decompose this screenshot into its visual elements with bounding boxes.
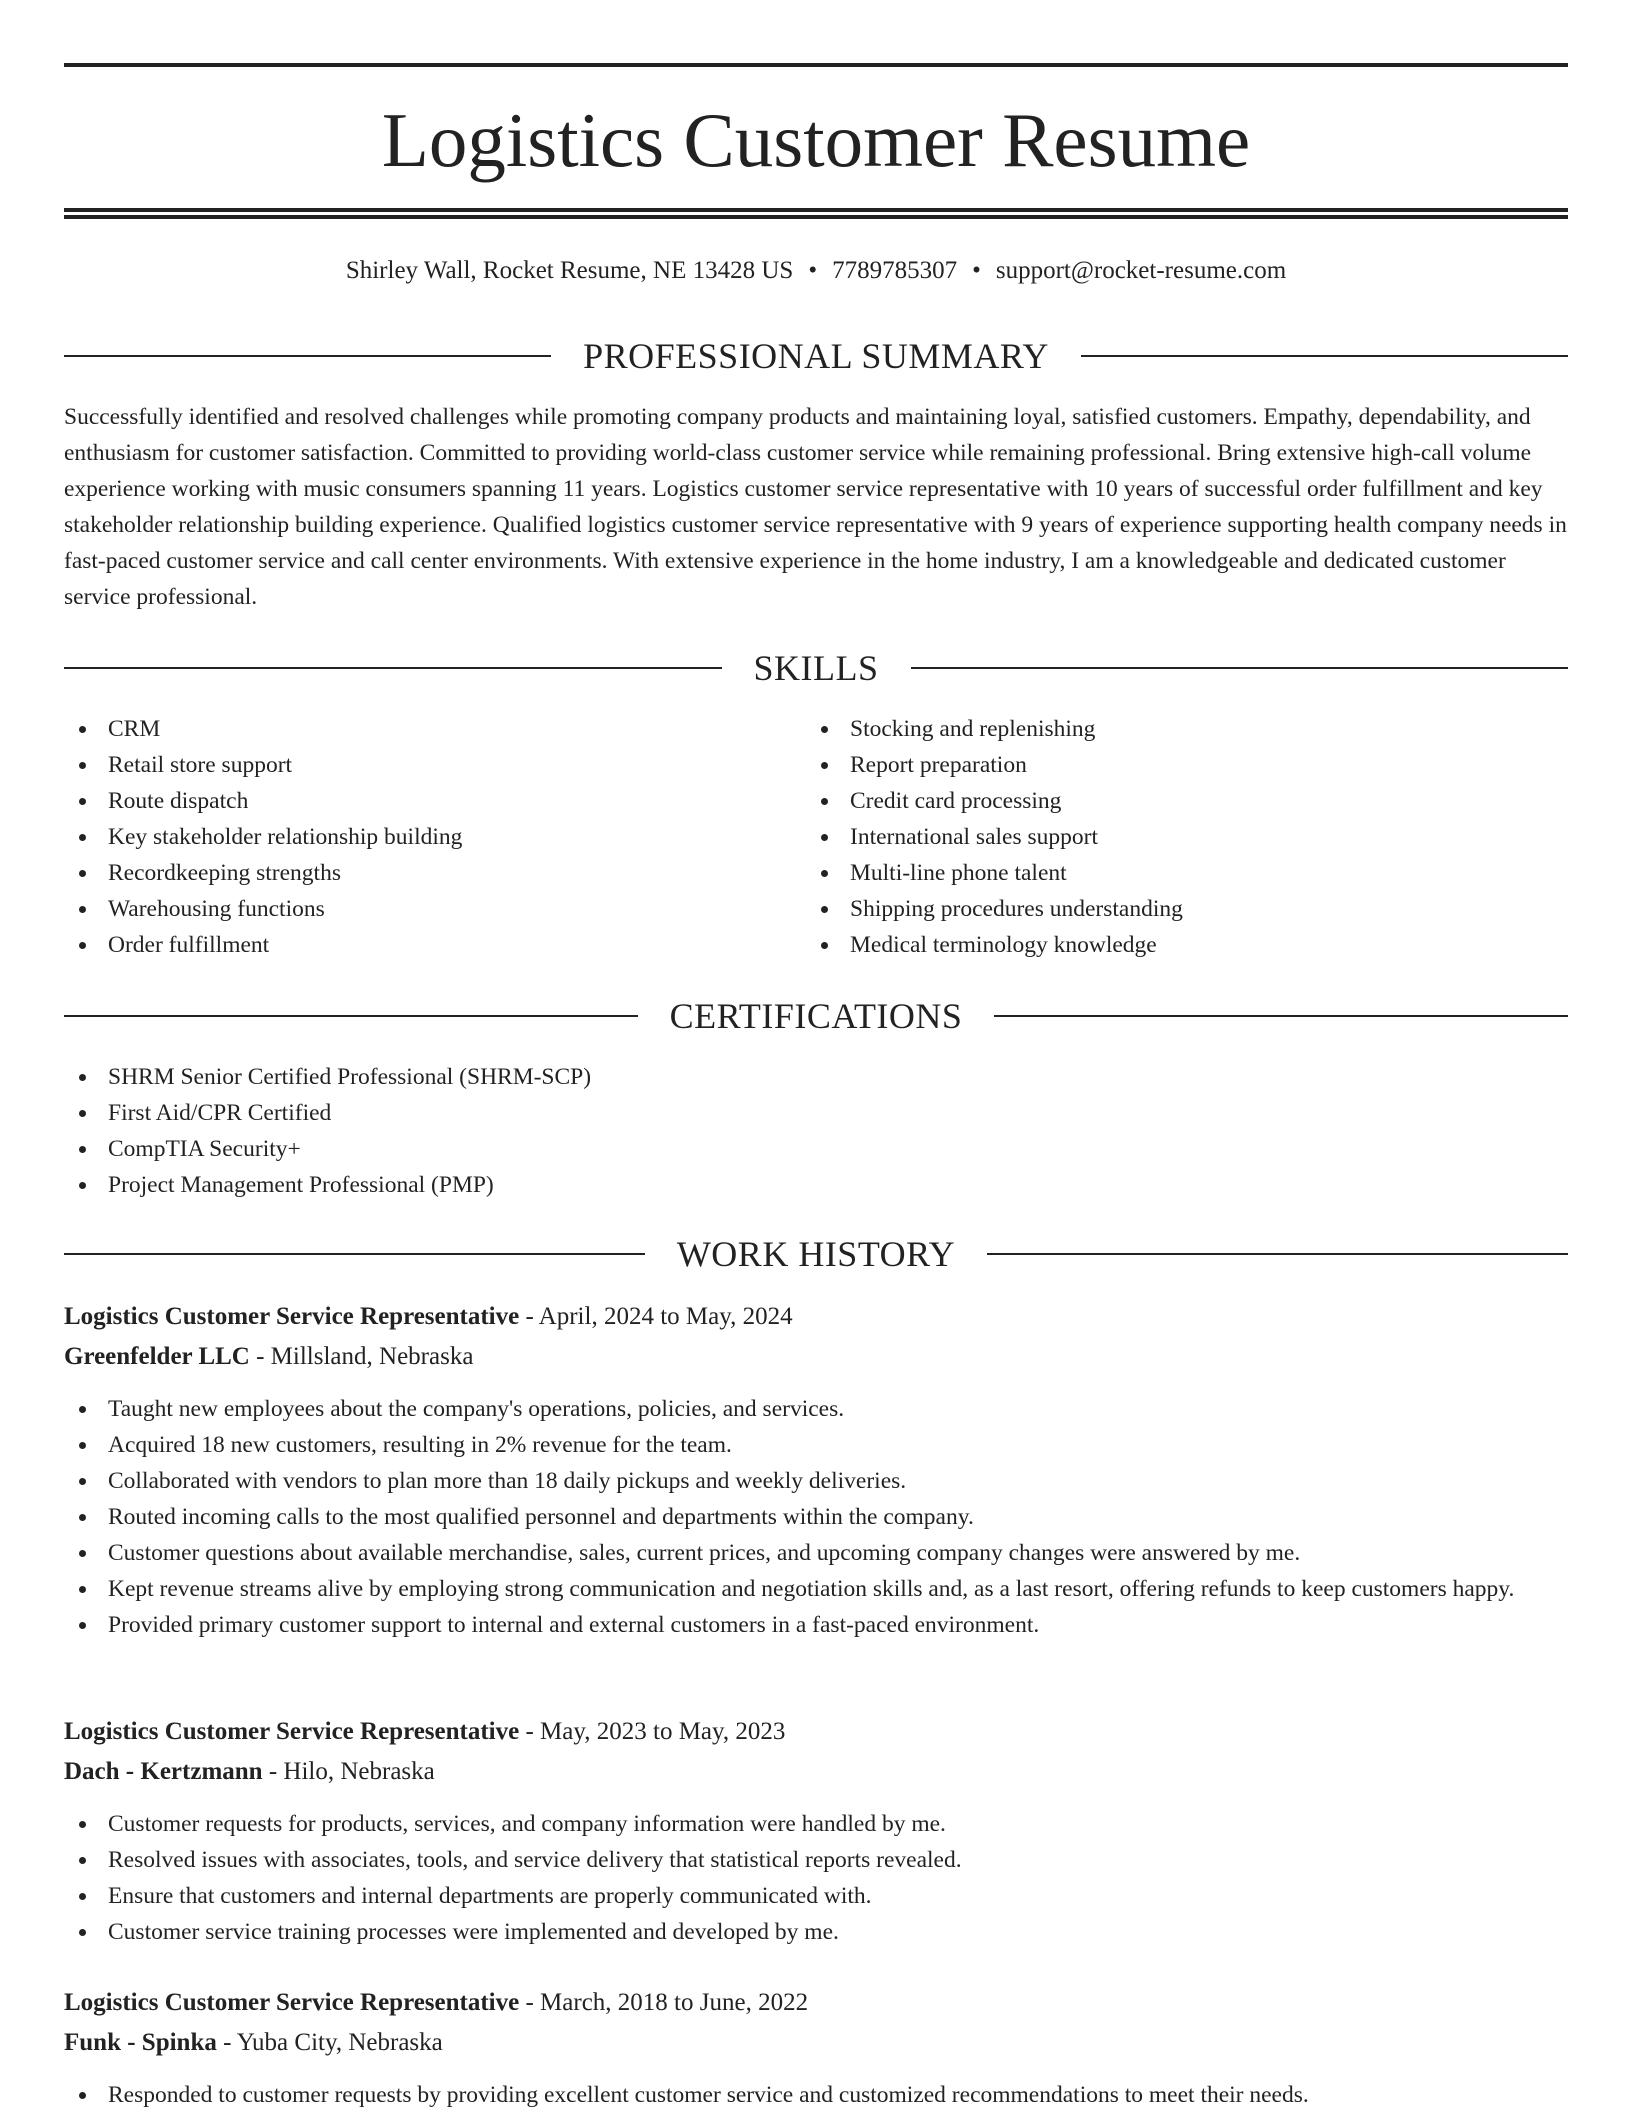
section-title: WORK HISTORY	[676, 1234, 956, 1274]
certifications-list	[64, 1059, 1568, 1203]
job-bullet-item: Kept revenue streams alive by employing strong communication and negotiation skills and, as a last resort, offering refunds to keep customers happy.	[64, 1571, 1568, 1607]
divider-line	[1081, 355, 1568, 357]
contact-email: support@rocket-resume.com	[995, 257, 1287, 284]
contact-separator: •	[808, 257, 818, 284]
skill-item: CRM	[64, 711, 804, 747]
header-double-rule	[64, 208, 1568, 219]
skill-item: International sales support	[806, 819, 1566, 855]
job-title-line	[64, 1713, 1568, 1751]
skills-list-right	[806, 711, 1566, 963]
job-title: Logistics Customer Service Representative	[64, 1718, 520, 1745]
divider-line	[994, 1015, 1568, 1017]
job-location: - Millsland, Nebraska	[249, 1343, 474, 1370]
section-heading-work-history	[64, 1229, 1568, 1279]
job-company-line	[64, 2024, 1568, 2062]
section-title: PROFESSIONAL SUMMARY	[583, 336, 1049, 376]
job-company: Funk - Spinka	[64, 2029, 217, 2056]
skill-item: Multi-line phone talent	[806, 855, 1566, 891]
job-bullet-item: Responded to customer requests by providing excellent customer service and customized recommendations to meet their needs.	[64, 2077, 1568, 2112]
section-heading-summary	[64, 331, 1568, 381]
certification-item: SHRM Senior Certified Professional (SHRM-SCP)	[64, 1059, 1568, 1095]
contact-line	[64, 253, 1568, 289]
section-title: SKILLS	[753, 648, 879, 688]
job-dates: - March, 2018 to June, 2022	[519, 1989, 809, 2016]
skill-item: Shipping procedures understanding	[806, 891, 1566, 927]
contact-address: Shirley Wall, Rocket Resume, NE 13428 US	[345, 257, 794, 284]
job-bullet-item: Ensure that customers and internal departments are properly communicated with.	[64, 1878, 1568, 1914]
job-title-line	[64, 1298, 1568, 1336]
job-bullet-item: Acquired 18 new customers, resulting in 2% revenue for the team.	[64, 1427, 1568, 1463]
certification-item: First Aid/CPR Certified	[64, 1095, 1568, 1131]
skills-list-left	[64, 711, 804, 963]
section-heading-certifications	[64, 991, 1568, 1041]
skill-item: Stocking and replenishing	[806, 711, 1566, 747]
job-bullet-item: Resolved issues with associates, tools, and service delivery that statistical reports revealed.	[64, 1842, 1568, 1878]
job-title: Logistics Customer Service Representative	[64, 1989, 520, 2016]
divider-line	[64, 1253, 645, 1255]
job-dates: - April, 2024 to May, 2024	[519, 1303, 793, 1330]
job-title: Logistics Customer Service Representative	[64, 1303, 520, 1330]
job-bullets	[64, 2077, 1568, 2112]
job-title-line	[64, 1984, 1568, 2022]
certification-item: Project Management Professional (PMP)	[64, 1167, 1568, 1203]
certification-item: CompTIA Security+	[64, 1131, 1568, 1167]
skill-item: Retail store support	[64, 747, 804, 783]
job-company: Greenfelder LLC	[64, 1343, 250, 1370]
job-bullet-item: Provided primary customer support to internal and external customers in a fast-paced environment.	[64, 1607, 1568, 1643]
job-bullet-item: Customer questions about available merchandise, sales, current prices, and upcoming company changes were answered by me.	[64, 1535, 1568, 1571]
skill-item: Credit card processing	[806, 783, 1566, 819]
job-company: Dach - Kertzmann	[64, 1758, 263, 1785]
job-location: - Hilo, Nebraska	[262, 1758, 435, 1785]
job-bullet-item: Collaborated with vendors to plan more than 18 daily pickups and weekly deliveries.	[64, 1463, 1568, 1499]
job-bullets	[64, 1391, 1568, 1643]
resume-title: Logistics Customer Resume	[381, 97, 1251, 183]
job-dates: - May, 2023 to May, 2023	[519, 1718, 786, 1745]
divider-line	[64, 667, 722, 669]
divider-line	[911, 667, 1569, 669]
skill-item: Key stakeholder relationship building	[64, 819, 804, 855]
contact-phone: 7789785307	[832, 257, 958, 284]
job-bullet-item: Routed incoming calls to the most qualified personnel and departments within the company.	[64, 1499, 1568, 1535]
skill-item: Order fulfillment	[64, 927, 804, 963]
skill-item: Warehousing functions	[64, 891, 804, 927]
divider-line	[64, 1015, 638, 1017]
divider-line	[987, 1253, 1568, 1255]
professional-summary-text: Successfully identified and resolved challenges while promoting company products and maintaining loyal, satisfied customers. Empathy, dependability, and enthusiasm for customer satisfaction. Committed to providing world-class customer service while remaining professional. Bring extensive high-call volume experience working with music consumers spanning 11 years. Logistics customer service representative with 10 years of successful order fulfillment and key stakeholder relationship building experience. Qualified logistics customer service representative with 9 years of experience supporting health company needs in fast-paced customer service and call center environments. With extensive experience in the home industry, I am a knowledgeable and dedicated customer service professional.	[64, 404, 1567, 610]
job-bullet-item: Taught new employees about the company's operations, policies, and services.	[64, 1391, 1568, 1427]
skill-item: Medical terminology knowledge	[806, 927, 1566, 963]
job-bullet-item: Customer requests for products, services, and company information were handled by me.	[64, 1806, 1568, 1842]
divider-line	[64, 355, 551, 357]
job-company-line	[64, 1753, 1568, 1791]
contact-separator: •	[972, 257, 981, 284]
job-bullets	[64, 1806, 1568, 1950]
job-bullet-item: Customer service training processes were implemented and developed by me.	[64, 1914, 1568, 1950]
job-company-line	[64, 1338, 1568, 1376]
skill-item: Report preparation	[806, 747, 1566, 783]
header-top-rule	[64, 63, 1568, 67]
section-heading-skills	[64, 643, 1568, 693]
job-location: - Yuba City, Nebraska	[216, 2029, 443, 2056]
section-title: CERTIFICATIONS	[669, 996, 963, 1036]
skill-item: Route dispatch	[64, 783, 804, 819]
skill-item: Recordkeeping strengths	[64, 855, 804, 891]
